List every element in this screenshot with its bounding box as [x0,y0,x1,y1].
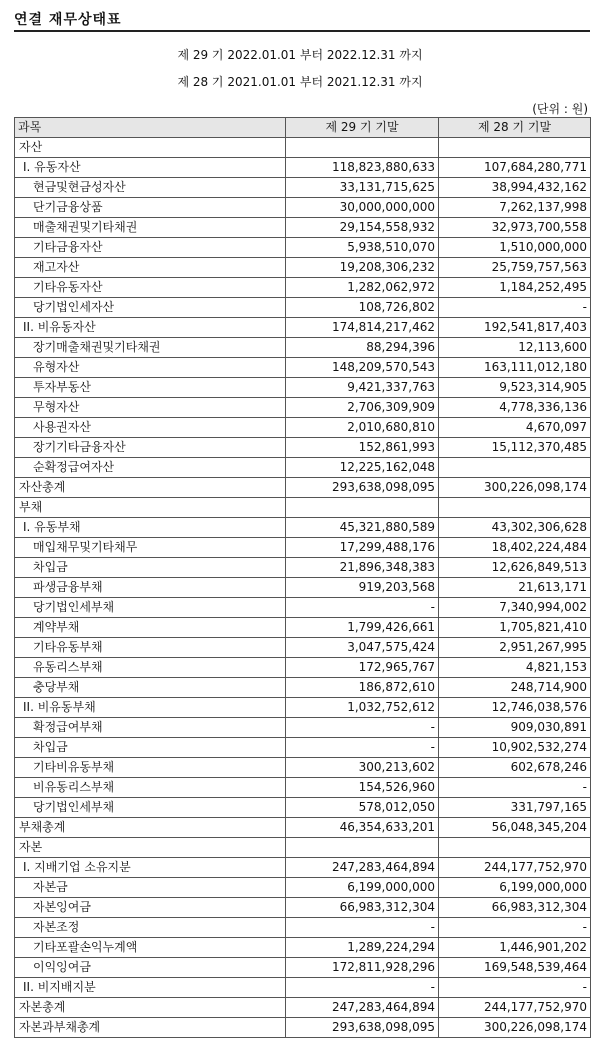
table-row [15,278,591,298]
prior-period-value-cell: 66,983,312,304 [439,898,591,918]
table-row [15,518,591,538]
account-name-cell: 기타비유동부채 [15,758,286,778]
account-name-cell: 순확정급여자산 [15,458,286,478]
current-period-value-cell: 300,213,602 [286,758,439,778]
table-row [15,298,591,318]
account-name-cell: 당기법인세부채 [15,598,286,618]
account-name-cell: 자본잉여금 [15,898,286,918]
prior-period-value-cell: 169,548,539,464 [439,958,591,978]
table-row [15,658,591,678]
table-row [15,898,591,918]
table-row [15,598,591,618]
account-name-cell: 부채총계 [15,818,286,838]
current-period-value-cell: 3,047,575,424 [286,638,439,658]
account-name-cell: II. 비유동자산 [15,318,286,338]
current-period-value-cell: 17,299,488,176 [286,538,439,558]
balance-sheet-table [14,117,591,1038]
table-row [15,798,591,818]
current-period-value-cell: 1,032,752,612 [286,698,439,718]
table-row [15,178,591,198]
account-name-cell: II. 비지배지분 [15,978,286,998]
table-row [15,158,591,178]
prior-period-value-cell: 1,510,000,000 [439,238,591,258]
prior-period-value-cell [439,838,591,858]
current-period-value-cell: 118,823,880,633 [286,158,439,178]
current-period-value-cell: 30,000,000,000 [286,198,439,218]
account-name-cell: 재고자산 [15,258,286,278]
current-period-value-cell: - [286,598,439,618]
prior-period-value-cell: 12,113,600 [439,338,591,358]
prior-period-value-cell: 38,994,432,162 [439,178,591,198]
current-period-value-cell: 1,289,224,294 [286,938,439,958]
period-current: 제 29 기 2022.01.01 부터 2022.12.31 까지 [177,48,423,62]
account-name-cell: 자본총계 [15,998,286,1018]
table-row [15,638,591,658]
prior-period-value-cell: 909,030,891 [439,718,591,738]
account-name-cell: 기타유동자산 [15,278,286,298]
table-row [15,418,591,438]
prior-period-value-cell: 163,111,012,180 [439,358,591,378]
table-header-row [15,118,591,138]
current-period-value-cell: - [286,718,439,738]
account-name-cell: 기타금융자산 [15,238,286,258]
current-period-value-cell: 9,421,337,763 [286,378,439,398]
current-period-value-cell [286,138,439,158]
current-period-value-cell: 172,811,928,296 [286,958,439,978]
table-row [15,478,591,498]
prior-period-value-cell: 12,626,849,513 [439,558,591,578]
prior-period-value-cell: 18,402,224,484 [439,538,591,558]
table-row [15,878,591,898]
current-period-value-cell: - [286,918,439,938]
table-row [15,718,591,738]
table-row [15,498,591,518]
current-period-value-cell [286,498,439,518]
current-period-value-cell: 21,896,348,383 [286,558,439,578]
account-name-cell: 비유동리스부채 [15,778,286,798]
account-name-cell: 현금및현금성자산 [15,178,286,198]
header-account: 과목 [15,118,286,138]
current-period-value-cell: 578,012,050 [286,798,439,818]
prior-period-value-cell: 4,778,336,136 [439,398,591,418]
prior-period-value-cell: 7,262,137,998 [439,198,591,218]
prior-period-value-cell: 244,177,752,970 [439,998,591,1018]
account-name-cell: II. 비유동부채 [15,698,286,718]
current-period-value-cell: - [286,738,439,758]
account-name-cell: 자본금 [15,878,286,898]
prior-period-value-cell: 192,541,817,403 [439,318,591,338]
current-period-value-cell: 19,208,306,232 [286,258,439,278]
prior-period-value-cell: 248,714,900 [439,678,591,698]
header-prior-period: 제 28 기 기말 [439,118,591,138]
account-name-cell: 당기법인세자산 [15,298,286,318]
table-row [15,1018,591,1038]
table-body [15,138,591,1038]
prior-period-value-cell: - [439,918,591,938]
prior-period-value-cell: 32,973,700,558 [439,218,591,238]
account-name-cell: 차입금 [15,558,286,578]
current-period-value-cell: 45,321,880,589 [286,518,439,538]
prior-period-value-cell: 43,302,306,628 [439,518,591,538]
prior-period-value-cell: 1,446,901,202 [439,938,591,958]
account-name-cell: 무형자산 [15,398,286,418]
prior-period-value-cell: 331,797,165 [439,798,591,818]
account-name-cell: I. 지배기업 소유지분 [15,858,286,878]
current-period-value-cell: 154,526,960 [286,778,439,798]
table-row [15,258,591,278]
account-name-cell: 사용권자산 [15,418,286,438]
current-period-value-cell: 29,154,558,932 [286,218,439,238]
prior-period-value-cell: 25,759,757,563 [439,258,591,278]
table-row [15,698,591,718]
prior-period-value-cell: 4,821,153 [439,658,591,678]
current-period-value-cell: 919,203,568 [286,578,439,598]
account-name-cell: 충당부채 [15,678,286,698]
title-divider [14,30,590,32]
account-name-cell: 당기법인세부채 [15,798,286,818]
table-row [15,978,591,998]
prior-period-value-cell: 9,523,314,905 [439,378,591,398]
prior-period-value-cell: 7,340,994,002 [439,598,591,618]
current-period-value-cell: 108,726,802 [286,298,439,318]
account-name-cell: 매입채무및기타채무 [15,538,286,558]
prior-period-value-cell: 12,746,038,576 [439,698,591,718]
account-name-cell: 이익잉여금 [15,958,286,978]
prior-period-value-cell: - [439,778,591,798]
account-name-cell: 유형자산 [15,358,286,378]
table-row [15,858,591,878]
prior-period-value-cell: - [439,298,591,318]
current-period-value-cell: 148,209,570,543 [286,358,439,378]
current-period-value-cell: 1,799,426,661 [286,618,439,638]
prior-period-value-cell: 1,184,252,495 [439,278,591,298]
table-row [15,338,591,358]
current-period-value-cell: 12,225,162,048 [286,458,439,478]
table-row [15,398,591,418]
unit-label: (단위 : 원) [532,102,588,116]
current-period-value-cell: 293,638,098,095 [286,478,439,498]
table-row [15,678,591,698]
current-period-value-cell: 293,638,098,095 [286,1018,439,1038]
current-period-value-cell: 6,199,000,000 [286,878,439,898]
current-period-value-cell: 152,861,993 [286,438,439,458]
table-row [15,238,591,258]
prior-period-value-cell: 6,199,000,000 [439,878,591,898]
account-name-cell: 단기금융상품 [15,198,286,218]
table-row [15,998,591,1018]
table-row [15,838,591,858]
current-period-value-cell: 247,283,464,894 [286,858,439,878]
prior-period-value-cell: 15,112,370,485 [439,438,591,458]
account-name-cell: I. 유동자산 [15,158,286,178]
prior-period-value-cell: 602,678,246 [439,758,591,778]
table-row [15,538,591,558]
current-period-value-cell [286,838,439,858]
current-period-value-cell: 174,814,217,462 [286,318,439,338]
table-row [15,378,591,398]
prior-period-value-cell: 1,705,821,410 [439,618,591,638]
current-period-value-cell: 1,282,062,972 [286,278,439,298]
account-name-cell: 자산총계 [15,478,286,498]
prior-period-value-cell [439,458,591,478]
prior-period-value-cell: 10,902,532,274 [439,738,591,758]
prior-period-value-cell: 107,684,280,771 [439,158,591,178]
table-row [15,778,591,798]
current-period-value-cell: 88,294,396 [286,338,439,358]
table-row [15,438,591,458]
table-row [15,358,591,378]
account-name-cell: 기타유동부채 [15,638,286,658]
account-name-cell: 부채 [15,498,286,518]
account-name-cell: 자본 [15,838,286,858]
table-row [15,578,591,598]
account-name-cell: 자산 [15,138,286,158]
table-row [15,618,591,638]
account-name-cell: 장기기타금융자산 [15,438,286,458]
prior-period-value-cell: 300,226,098,174 [439,478,591,498]
table-row [15,738,591,758]
table-row [15,818,591,838]
table-row [15,458,591,478]
account-name-cell: 파생금융부채 [15,578,286,598]
prior-period-value-cell: - [439,978,591,998]
current-period-value-cell: 33,131,715,625 [286,178,439,198]
table-row [15,218,591,238]
table-row [15,318,591,338]
table-row [15,138,591,158]
account-name-cell: I. 유동부채 [15,518,286,538]
table-row [15,938,591,958]
header-current-period: 제 29 기 기말 [286,118,439,138]
prior-period-value-cell: 21,613,171 [439,578,591,598]
account-name-cell: 차입금 [15,738,286,758]
account-name-cell: 기타포괄손익누계액 [15,938,286,958]
table-row [15,918,591,938]
table-row [15,958,591,978]
period-prior: 제 28 기 2021.01.01 부터 2021.12.31 까지 [177,75,423,89]
table-row [15,558,591,578]
current-period-value-cell: 172,965,767 [286,658,439,678]
current-period-value-cell: 46,354,633,201 [286,818,439,838]
account-name-cell: 투자부동산 [15,378,286,398]
prior-period-value-cell: 4,670,097 [439,418,591,438]
page-title: 연결 재무상태표 [14,12,122,28]
account-name-cell: 자본조정 [15,918,286,938]
current-period-value-cell: 247,283,464,894 [286,998,439,1018]
prior-period-value-cell: 56,048,345,204 [439,818,591,838]
table-row [15,198,591,218]
current-period-value-cell: - [286,978,439,998]
current-period-value-cell: 66,983,312,304 [286,898,439,918]
current-period-value-cell: 186,872,610 [286,678,439,698]
current-period-value-cell: 5,938,510,070 [286,238,439,258]
prior-period-value-cell [439,498,591,518]
table-row [15,758,591,778]
prior-period-value-cell: 2,951,267,995 [439,638,591,658]
prior-period-value-cell [439,138,591,158]
account-name-cell: 유동리스부채 [15,658,286,678]
account-name-cell: 장기매출채권및기타채권 [15,338,286,358]
account-name-cell: 확정급여부채 [15,718,286,738]
prior-period-value-cell: 300,226,098,174 [439,1018,591,1038]
current-period-value-cell: 2,010,680,810 [286,418,439,438]
prior-period-value-cell: 244,177,752,970 [439,858,591,878]
account-name-cell: 계약부채 [15,618,286,638]
account-name-cell: 매출채권및기타채권 [15,218,286,238]
current-period-value-cell: 2,706,309,909 [286,398,439,418]
account-name-cell: 자본과부채총계 [15,1018,286,1038]
